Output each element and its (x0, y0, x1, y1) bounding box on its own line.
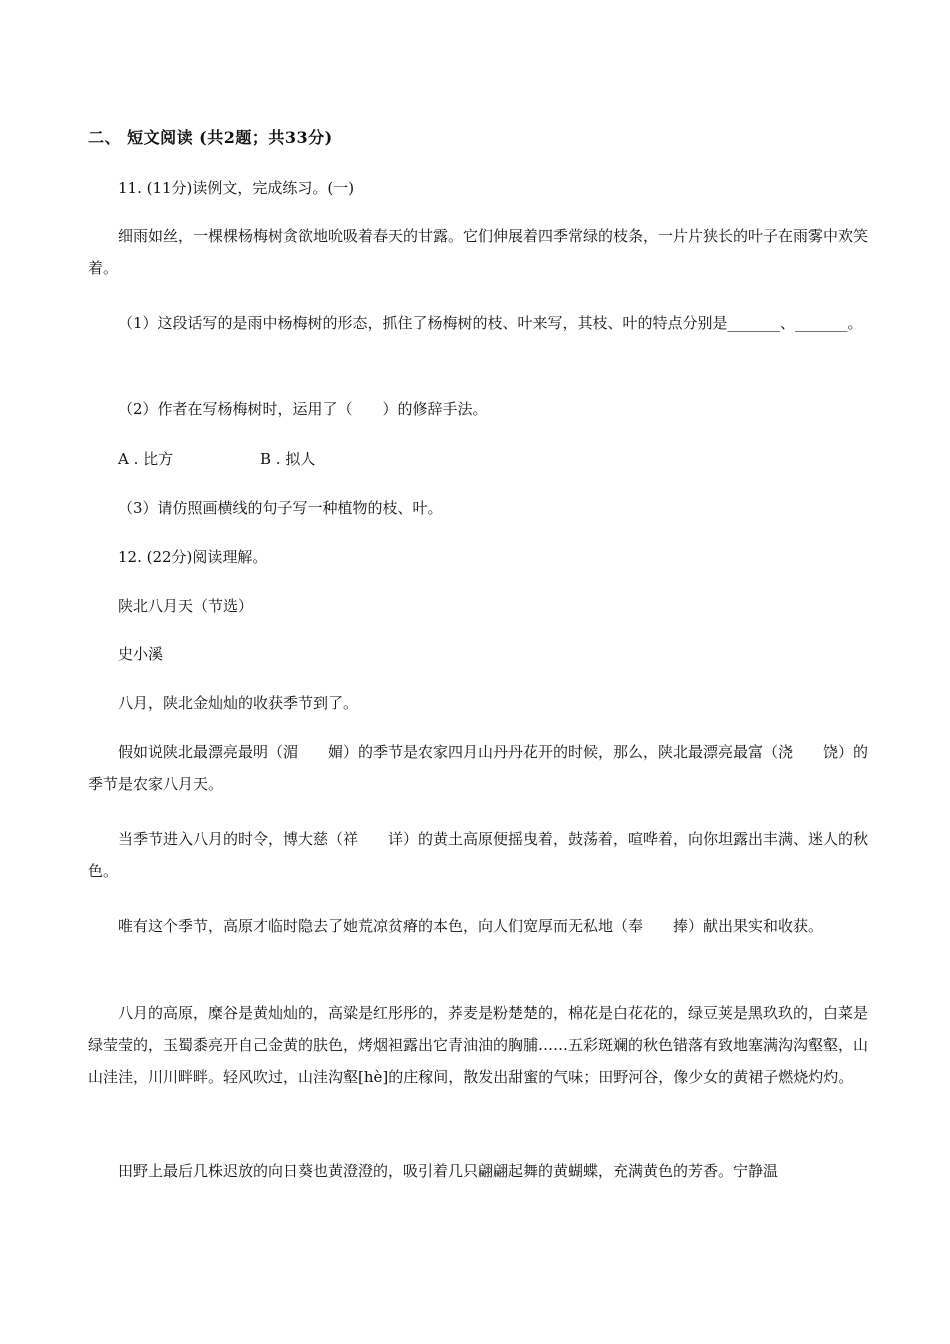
question-12-heading: 12. (22分)阅读理解。 (118, 548, 268, 566)
option-b[interactable]: B . 拟人 (260, 450, 316, 468)
passage-paragraph-4: 唯有这个季节，高原才临时隐去了她荒凉贫瘠的本色，向人们宽厚而无私地（奉 捧）献出果实和收获。 (118, 917, 824, 935)
passage-paragraph-2: 假如说陕北最漂亮最明（湄 媚）的季节是农家四月山丹丹花开的时候，那么，陕北最漂亮最富（浇 饶）的季节是农家八月天。 (88, 743, 869, 793)
question-11-options (118, 443, 908, 475)
passage-author: 史小溪 (118, 645, 164, 663)
question-11-sub2: （2）作者在写杨梅树时，运用了（ ）的修辞手法。 (118, 400, 488, 418)
passage-title: 陕北八月天（节选） (118, 597, 254, 615)
section-title: 二、 短文阅读 (共2题；共33分) (88, 128, 333, 147)
passage-paragraph-6: 田野上最后几株迟放的向日葵也黄澄澄的，吸引着几只翩翩起舞的黄蝴蝶，充满黄色的芳香。宁静温 (118, 1162, 779, 1180)
question-11-sub3: （3）请仿照画横线的句子写一种植物的枝、叶。 (118, 499, 443, 517)
passage-paragraph-3: 当季节进入八月的时令，博大慈（祥 详）的黄土高原便摇曳着，鼓荡着，喧哗着，向你坦露出丰满、迷人的秋色。 (88, 830, 869, 880)
question-11-heading: 11. (11分)读例文，完成练习。(一) (118, 179, 355, 197)
option-a[interactable]: A . 比方 (118, 450, 174, 468)
question-11-sub1: （1）这段话写的是雨中杨梅树的形态，抓住了杨梅树的枝、叶来写，其枝、叶的特点分别是_______、_______。 (118, 314, 863, 332)
passage-paragraph-1: 八月，陕北金灿灿的收获季节到了。 (118, 694, 359, 712)
passage-paragraph-5: 八月的高原，糜谷是黄灿灿的，高粱是红彤彤的，荞麦是粉楚楚的，棉花是白花花的，绿豆荚是黑玖玖的，白菜是绿莹莹的，玉蜀黍亮开自己金黄的肤色，烤烟袒露出它青油油的胸脯……五彩斑斓的秋色错落有致地塞满沟沟壑壑，山山洼洼，川川畔畔。轻风吹过，山洼沟壑[hè]的庄稼间，散发出甜蜜的气味；田野河谷，像少女的黄裙子燃烧灼灼。 (88, 1004, 869, 1086)
question-11-passage: 细雨如丝，一棵棵杨梅树贪欲地吮吸着春天的甘露。它们伸展着四季常绿的枝条，一片片狭长的叶子在雨雾中欢笑着。 (88, 227, 869, 277)
